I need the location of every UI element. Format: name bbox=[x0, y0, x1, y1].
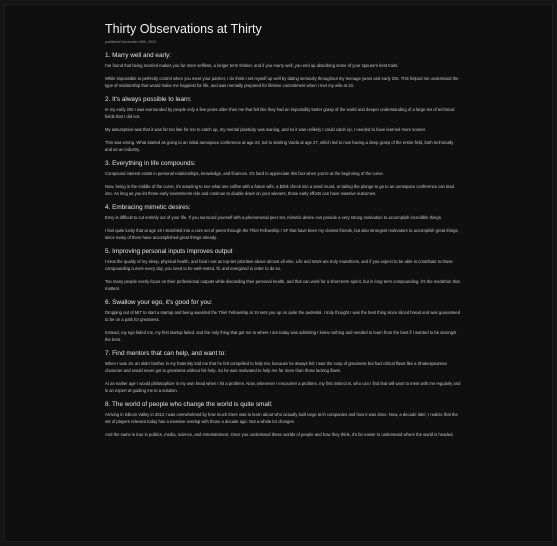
section-heading: 1. Marry well and early: bbox=[105, 52, 172, 59]
section-heading: 4. Embracing mimetic desires: bbox=[105, 204, 191, 211]
section-heading: 6. Swallow your ego, it's good for you: bbox=[105, 299, 213, 306]
section-heading: 5. Improving personal inputs improves output bbox=[105, 248, 233, 255]
paragraph: Compound interest exists in personal relationships, knowledge, and finances. It's hard to appreciate this fact when you're at the beginning of the curve. bbox=[105, 171, 384, 176]
paragraph: When I was 19, an older brother in my fraternity told me that he felt compelled to help me, because he always felt I was the cusp of greatness but had critical flaws like a Shakespearean character and would never get to greatness without his help. So he was motivated to help me far more than those lacking flaws. bbox=[105, 361, 447, 373]
section-4 bbox=[105, 204, 461, 241]
paragraph: In my early 20s I was surrounded by people only a few years older than me that felt like they had an impossibly better grasp of the world and deeper understanding of a large set of technical fields that I did not. bbox=[105, 107, 455, 119]
article bbox=[105, 22, 461, 444]
paragraph: This was wrong. What started as going to an initial aerospace conference at age 23, led to starting Varda at age 27, which led to now having a deep grasp of the entire field, both technically and as an industry. bbox=[105, 140, 454, 152]
paragraph: I've found that being married makes you far more selfless, a longer term thinker, and if you marry well, you end up absorbing some of your spouse's best traits. bbox=[105, 63, 399, 68]
section-heading: 2. It's always possible to learn: bbox=[105, 96, 192, 103]
section-2 bbox=[105, 96, 461, 153]
section-3 bbox=[105, 160, 461, 197]
section-5 bbox=[105, 248, 461, 292]
paragraph: My assumption was that it was far too late for me to catch up, my mental plasticity was waning, and so it was unlikely I could catch up, I needed to have learned more sooner. bbox=[105, 127, 426, 132]
section-1 bbox=[105, 52, 461, 89]
section-heading: 7. Find mentors that can help, and want to: bbox=[105, 350, 227, 357]
section-heading: 8. The world of people who change the world is quite small: bbox=[105, 401, 273, 408]
section-7 bbox=[105, 350, 461, 394]
paragraph: I feel quite lucky that at age 19 I stumbled into a core set of peers through the Thiel Fellowship / SF that have been my closest friends, but also strongest motivators to accomplish great things, since many of them have accomplished great things already. bbox=[105, 228, 459, 240]
paragraph: Now, being in the middle of the curve, it's amazing to see what one coffee with a future wife, a $25k check into a seed round, or taking the plunge to go to an aerospace conference can lead into. As long as you let those early investments ride and continue to double down on your winners, those early efforts can have massive outcomes. bbox=[105, 184, 454, 196]
page-title: Thirty Observations at Thirty bbox=[105, 22, 262, 36]
paragraph: Too many people overly focus on their professional outputs while discarding their personal health, and that can work for a short-term sprint, but in long term compounding, it's the marathon that matters. bbox=[105, 279, 460, 291]
paragraph: Instead, my ego failed me, my first startup failed, and the only thing that got me to where I am today was admitting I knew nothing and needed to learn from the best if I wanted to be amongst the best. bbox=[105, 330, 457, 342]
paragraph: Arriving in Silicon Valley in 2012 I was overwhelmed by how much there was to learn about who actually built large tech companies and how it was done. Now, a decade later, I realize that the set of players relevant today has a massive overlap with those a decade ago. Not a whole lot changes. bbox=[105, 412, 458, 424]
paragraph: At an earlier age I would philosophize in my own head when I hit a problem. Now, whenever I encounter a problem, my first instinct is, who can I find that will want to meet with me regularly and is an expert at guiding me to a solution. bbox=[105, 381, 461, 393]
section-6 bbox=[105, 299, 461, 343]
paragraph: While impossible to perfectly control when you meet your partner, I do think I set myself up well by dating seriously throughout my teenage years and early 20s. This helped me understand the type of relationship that would make me happiest for life, and was mentally prepared for lifetime commitment when I met my wife at 23. bbox=[105, 76, 459, 88]
section-8 bbox=[105, 401, 461, 438]
paragraph: I treat the quality of my sleep, physical health, and food I eat as top-tier priorities above almost all else. Life and Work are truly marathons, and if you expect to be able to contribute to those compounding curves every day, you need to be well-rested, fit, and energized in order to do so. bbox=[105, 259, 453, 271]
section-heading: 3. Everything in life compounds: bbox=[105, 160, 196, 167]
page-frame bbox=[4, 4, 553, 542]
paragraph: Dropping out of MIT to start a startup and being awarded the Thiel Fellowship at 19 sets you up on quite the pedestal. I truly thought I was the best thing since sliced bread and was guaranteed to be on a path for greatness. bbox=[105, 310, 461, 322]
paragraph: And the same is true in politics, media, science, and entertainment. Once you understand these worlds of people and how they think, it's far easier to understand where the world is headed. bbox=[105, 432, 454, 437]
publish-date: published November 30th, 2024 bbox=[105, 40, 156, 44]
paragraph: Envy is difficult to cut entirely out of your life. If you surround yourself with a phenomenal peer set, mimetic desire can provide a very strong motivation to accomplish incredible things. bbox=[105, 215, 442, 220]
